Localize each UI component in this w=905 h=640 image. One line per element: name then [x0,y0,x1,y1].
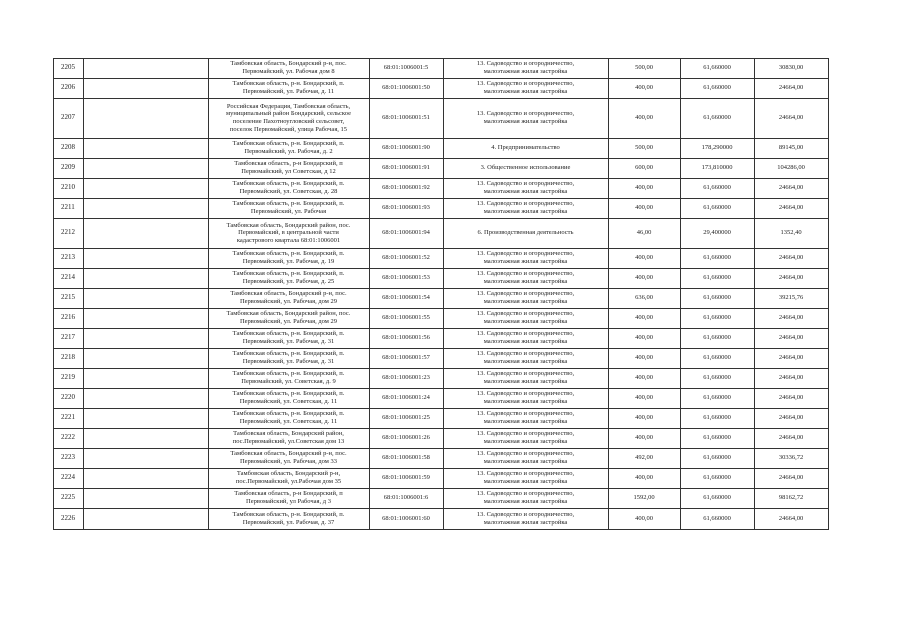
address-cell: Тамбовская область, р-н. Бондарский, п. Первомайский, ул. Советская, д. 11 [232,410,345,425]
row-number: 2207 [61,113,75,122]
table-column-divider [680,58,681,530]
rate-cell: 61,660000 [703,294,731,302]
table-column-divider [828,58,829,530]
land-use-cell: 13. Садоводство и огородничество, малоэтажная жилая застройка [476,410,575,425]
rate-cell: 173,810000 [701,164,733,172]
rate-cell: 61,660000 [703,514,731,522]
table-row-divider [53,368,829,369]
table-row-divider [53,178,829,179]
cadastral-number-cell: 68:01:1006001:54 [382,294,430,302]
row-number: 2208 [61,143,75,152]
cadastral-number-cell: 68:01:1006001:90 [382,144,430,152]
cadastral-number-cell: 68:01:1006001:50 [382,84,430,92]
rate-cell: 61,660000 [703,354,731,362]
land-use-cell: 13. Садоводство и огородничество, малоэтажная жилая застройка [476,430,575,445]
rate-cell: 61,660000 [703,314,731,322]
table-row-divider [53,488,829,489]
land-use-cell: 13. Садоводство и огородничество, малоэтажная жилая застройка [476,200,575,215]
cadastral-number-cell: 68:01:1006001:56 [382,334,430,342]
table-row-divider [53,428,829,429]
table-row-divider [53,198,829,199]
rate-cell: 61,660000 [703,494,731,502]
address-cell: Тамбовская область, р-н Бондарский, п Первомайский, ул Советская, д 12 [234,160,343,175]
cadastral-number-cell: 68:01:1006001:5 [383,64,429,72]
table-row-divider [53,308,829,309]
land-use-cell: 3. Общественное использование [480,164,571,172]
table-row-divider [53,158,829,159]
area-cell: 600,00 [635,164,653,172]
table-row-divider [53,268,829,269]
row-number: 2205 [61,63,75,72]
area-cell: 492,00 [635,454,653,462]
cadastral-value-cell: 30830,00 [778,64,804,72]
cadastral-value-cell: 89145,00 [778,144,804,152]
cadastral-value-cell: 24664,00 [778,204,804,212]
cadastral-value-cell: 24664,00 [778,254,804,262]
address-cell: Тамбовская область, р-н. Бондарский, п. Первомайский, ул. Рабочая, д. 31 [232,330,345,345]
rate-cell: 61,660000 [703,454,731,462]
address-cell: Тамбовская область, р-н. Бондарский, п. Первомайский, ул. Рабочая, д. 11 [232,80,345,95]
cadastral-value-cell: 30336,72 [778,454,804,462]
table-row-divider [53,218,829,219]
area-cell: 400,00 [635,374,653,382]
rate-cell: 61,660000 [703,394,731,402]
area-cell: 400,00 [635,414,653,422]
cadastral-value-cell: 24664,00 [778,274,804,282]
table-row-divider [53,468,829,469]
area-cell: 400,00 [635,434,653,442]
address-cell: Тамбовская область, Бондарский р-н, пос. Первомайский, ул. Рабочая, дом 29 [230,290,347,305]
cadastral-number-cell: 68:01:1006001:24 [382,394,430,402]
table-row-divider [53,98,829,99]
row-number: 2215 [61,293,75,302]
cadastral-number-cell: 68:01:1006001:6 [383,494,429,502]
table-row-divider [53,78,829,79]
table-column-divider [754,58,755,530]
rate-cell: 61,660000 [703,184,731,192]
table-row-divider [53,408,829,409]
address-cell: Тамбовская область, р-н. Бондарский, п. Первомайский, ул. Рабочая, д. 37 [232,510,345,526]
land-use-cell: 13. Садоводство и огородничество, малоэтажная жилая застройка [476,350,575,365]
row-number: 2217 [61,333,75,342]
cadastral-value-cell: 39215,76 [778,294,804,302]
cadastral-value-cell: 24664,00 [778,394,804,402]
table-row-divider [53,508,829,509]
table-row-divider [53,138,829,139]
area-cell: 500,00 [635,144,653,152]
cadastral-number-cell: 68:01:1006001:53 [382,274,430,282]
cadastral-value-cell: 98162,72 [778,494,804,502]
cadastral-value-cell: 24664,00 [778,374,804,382]
area-cell: 636,00 [635,294,653,302]
table-column-divider [608,58,609,530]
rate-cell: 61,660000 [703,274,731,282]
cadastral-number-cell: 68:01:1006001:92 [382,184,430,192]
table-row-divider [53,328,829,329]
row-number: 2224 [61,473,75,482]
address-cell: Российская Федерация, Тамбовская область, муниципальный район Бондарский, сельское поселение Пахотноугловский сельсовет, поселок Первомайский, улица Рабочая, 15 [226,102,351,133]
cadastral-number-cell: 68:01:1006001:57 [382,354,430,362]
address-cell: Тамбовская область, р-н. Бондарский, п. Первомайский, ул. Рабочая, д. 2 [232,140,345,155]
rate-cell: 61,660000 [703,434,731,442]
cadastral-value-cell: 24664,00 [778,414,804,422]
land-use-cell: 13. Садоводство и огородничество, малоэтажная жилая застройка [476,390,575,405]
area-cell: 46,00 [636,229,652,237]
cadastral-value-cell: 104286,00 [777,164,805,172]
address-cell: Тамбовская область, р-н. Бондарский, п. Первомайский, ул. Рабочая, д. 31 [232,350,345,365]
cadastral-value-cell: 24664,00 [778,434,804,442]
cadastral-value-cell: 24664,00 [778,354,804,362]
table-row-divider [53,448,829,449]
land-use-cell: 13. Садоводство и огородничество, малоэтажная жилая застройка [476,290,575,305]
cadastral-number-cell: 68:01:1006001:51 [382,114,430,122]
table-column-divider [369,58,370,530]
land-use-cell: 13. Садоводство и огородничество, малоэтажная жилая застройка [476,470,575,485]
land-use-cell: 13. Садоводство и огородничество, малоэтажная жилая застройка [476,60,575,75]
area-cell: 400,00 [635,204,653,212]
rate-cell: 61,660000 [703,254,731,262]
cadastral-number-cell: 68:01:1006001:52 [382,254,430,262]
rate-cell: 29,400000 [703,229,731,237]
table-row-divider [53,248,829,249]
row-number: 2210 [61,183,75,192]
address-cell: Тамбовская область, р-н Бондарский, п Первомайский, ул Рабочая, д 3 [234,490,343,505]
area-cell: 400,00 [635,254,653,262]
table-row-divider [53,388,829,389]
rate-cell: 61,660000 [703,374,731,382]
cadastral-number-cell: 68:01:1006001:94 [382,229,430,237]
table-column-divider [208,58,209,530]
area-cell: 400,00 [635,84,653,92]
area-cell: 400,00 [635,514,653,522]
rate-cell: 61,660000 [703,474,731,482]
cadastral-number-cell: 68:01:1006001:58 [382,454,430,462]
row-number: 2221 [61,413,75,422]
area-cell: 1592,00 [633,494,655,502]
area-cell: 400,00 [635,474,653,482]
rate-cell: 61,660000 [703,334,731,342]
rate-cell: 61,660000 [703,204,731,212]
table-row-divider [53,288,829,289]
cadastral-value-cell: 24664,00 [778,84,804,92]
row-number: 2209 [61,163,75,172]
row-number: 2219 [61,373,75,382]
table-row-divider [53,348,829,349]
rate-cell: 61,660000 [703,64,731,72]
land-use-cell: 13. Садоводство и огородничество, малоэтажная жилая застройка [476,450,575,465]
cadastral-number-cell: 68:01:1006001:59 [382,474,430,482]
address-cell: Тамбовская область, Бондарский р-н, пос. Первомайский, ул. Рабочая, дом 33 [230,450,347,465]
area-cell: 400,00 [635,184,653,192]
address-cell: Тамбовская область, Бондарский район, пос. Первомайский, ул. Рабочая, дом 29 [226,310,351,325]
land-use-cell: 13. Садоводство и огородничество, малоэтажная жилая застройка [476,310,575,325]
land-use-cell: 13. Садоводство и огородничество, малоэтажная жилая застройка [476,250,575,265]
row-number: 2222 [61,433,75,442]
address-cell: Тамбовская область, р-н. Бондарский, п. Первомайский, ул. Советская, д. 11 [232,390,345,405]
rate-cell: 178,290000 [701,144,733,152]
cadastral-value-cell: 24664,00 [778,184,804,192]
address-cell: Тамбовская область, р-н. Бондарский, п. Первомайский, ул. Рабочая [232,200,345,215]
address-cell: Тамбовская область, Бондарский р-н, пос.Первомайский, ул.Рабочая дом 35 [235,470,342,485]
table-row-divider [53,58,829,59]
row-number: 2214 [61,273,75,282]
land-use-cell: 13. Садоводство и огородничество, малоэтажная жилая застройка [476,370,575,385]
area-cell: 400,00 [635,274,653,282]
row-number: 2211 [61,203,75,212]
cadastral-number-cell: 68:01:1006001:26 [382,434,430,442]
area-cell: 400,00 [635,114,653,122]
land-use-cell: 13. Садоводство и огородничество, малоэтажная жилая застройка [476,270,575,285]
address-cell: Тамбовская область, р-н. Бондарский, п. Первомайский, ул. Советская, д. 9 [232,370,345,385]
cadastral-number-cell: 68:01:1006001:60 [382,514,430,522]
table-column-divider [443,58,444,530]
rate-cell: 61,660000 [703,84,731,92]
area-cell: 400,00 [635,314,653,322]
row-number: 2212 [61,228,75,237]
row-number: 2216 [61,313,75,322]
land-use-cell: 13. Садоводство и огородничество, малоэтажная жилая застройка [476,110,575,125]
table-row-divider [53,529,829,530]
address-cell: Тамбовская область, Бондарский район, пос. Первомайский, в центральной части кадастрового квартала 68:01:1006001 [226,221,351,244]
address-cell: Тамбовская область, р-н. Бондарский, п. Первомайский, ул. Рабочая, д. 25 [232,270,345,285]
row-number: 2213 [61,253,75,262]
cadastral-value-cell: 24664,00 [778,474,804,482]
land-use-cell: 4. Предпринимательство [491,144,560,152]
row-number: 2226 [61,513,75,522]
land-use-cell: 13. Садоводство и огородничество, малоэтажная жилая застройка [476,510,575,526]
address-cell: Тамбовская область, р-н. Бондарский, п. Первомайский, ул. Советская, д. 28 [232,180,345,195]
area-cell: 400,00 [635,354,653,362]
row-number: 2223 [61,453,75,462]
row-number: 2206 [61,83,75,92]
rate-cell: 61,660000 [703,114,731,122]
cadastral-number-cell: 68:01:1006001:91 [382,164,430,172]
cadastral-value-cell: 24664,00 [778,114,804,122]
cadastral-number-cell: 68:01:1006001:23 [382,374,430,382]
area-cell: 500,00 [635,64,653,72]
land-use-cell: 13. Садоводство и огородничество, малоэтажная жилая застройка [476,330,575,345]
rate-cell: 61,660000 [703,414,731,422]
land-use-cell: 13. Садоводство и огородничество, малоэтажная жилая застройка [476,490,575,505]
cadastral-value-cell: 24664,00 [778,314,804,322]
row-number: 2225 [61,493,75,502]
row-number: 2218 [61,353,75,362]
cadastral-value-cell: 1352,40 [780,229,802,237]
address-cell: Тамбовская область, р-н. Бондарский, п. Первомайский, ул. Рабочая, д. 19 [232,250,345,265]
cadastral-number-cell: 68:01:1006001:25 [382,414,430,422]
area-cell: 400,00 [635,334,653,342]
land-use-cell: 6. Производственная деятельность [477,229,574,237]
cadastral-value-cell: 24664,00 [778,334,804,342]
cadastral-value-cell: 24664,00 [778,514,804,522]
row-number: 2220 [61,393,75,402]
address-cell: Тамбовская область, Бондарский район, пос.Первомайский, ул.Советская дом 13 [232,430,345,445]
cadastral-number-cell: 68:01:1006001:55 [382,314,430,322]
table-column-divider [83,58,84,530]
land-use-cell: 13. Садоводство и огородничество, малоэтажная жилая застройка [476,180,575,195]
table-column-divider [53,58,54,530]
land-use-cell: 13. Садоводство и огородничество, малоэтажная жилая застройка [476,80,575,95]
address-cell: Тамбовская область, Бондарский р-н, пос. Первомайский, ул. Рабочая дом 8 [230,60,347,75]
area-cell: 400,00 [635,394,653,402]
cadastral-number-cell: 68:01:1006001:93 [382,204,430,212]
